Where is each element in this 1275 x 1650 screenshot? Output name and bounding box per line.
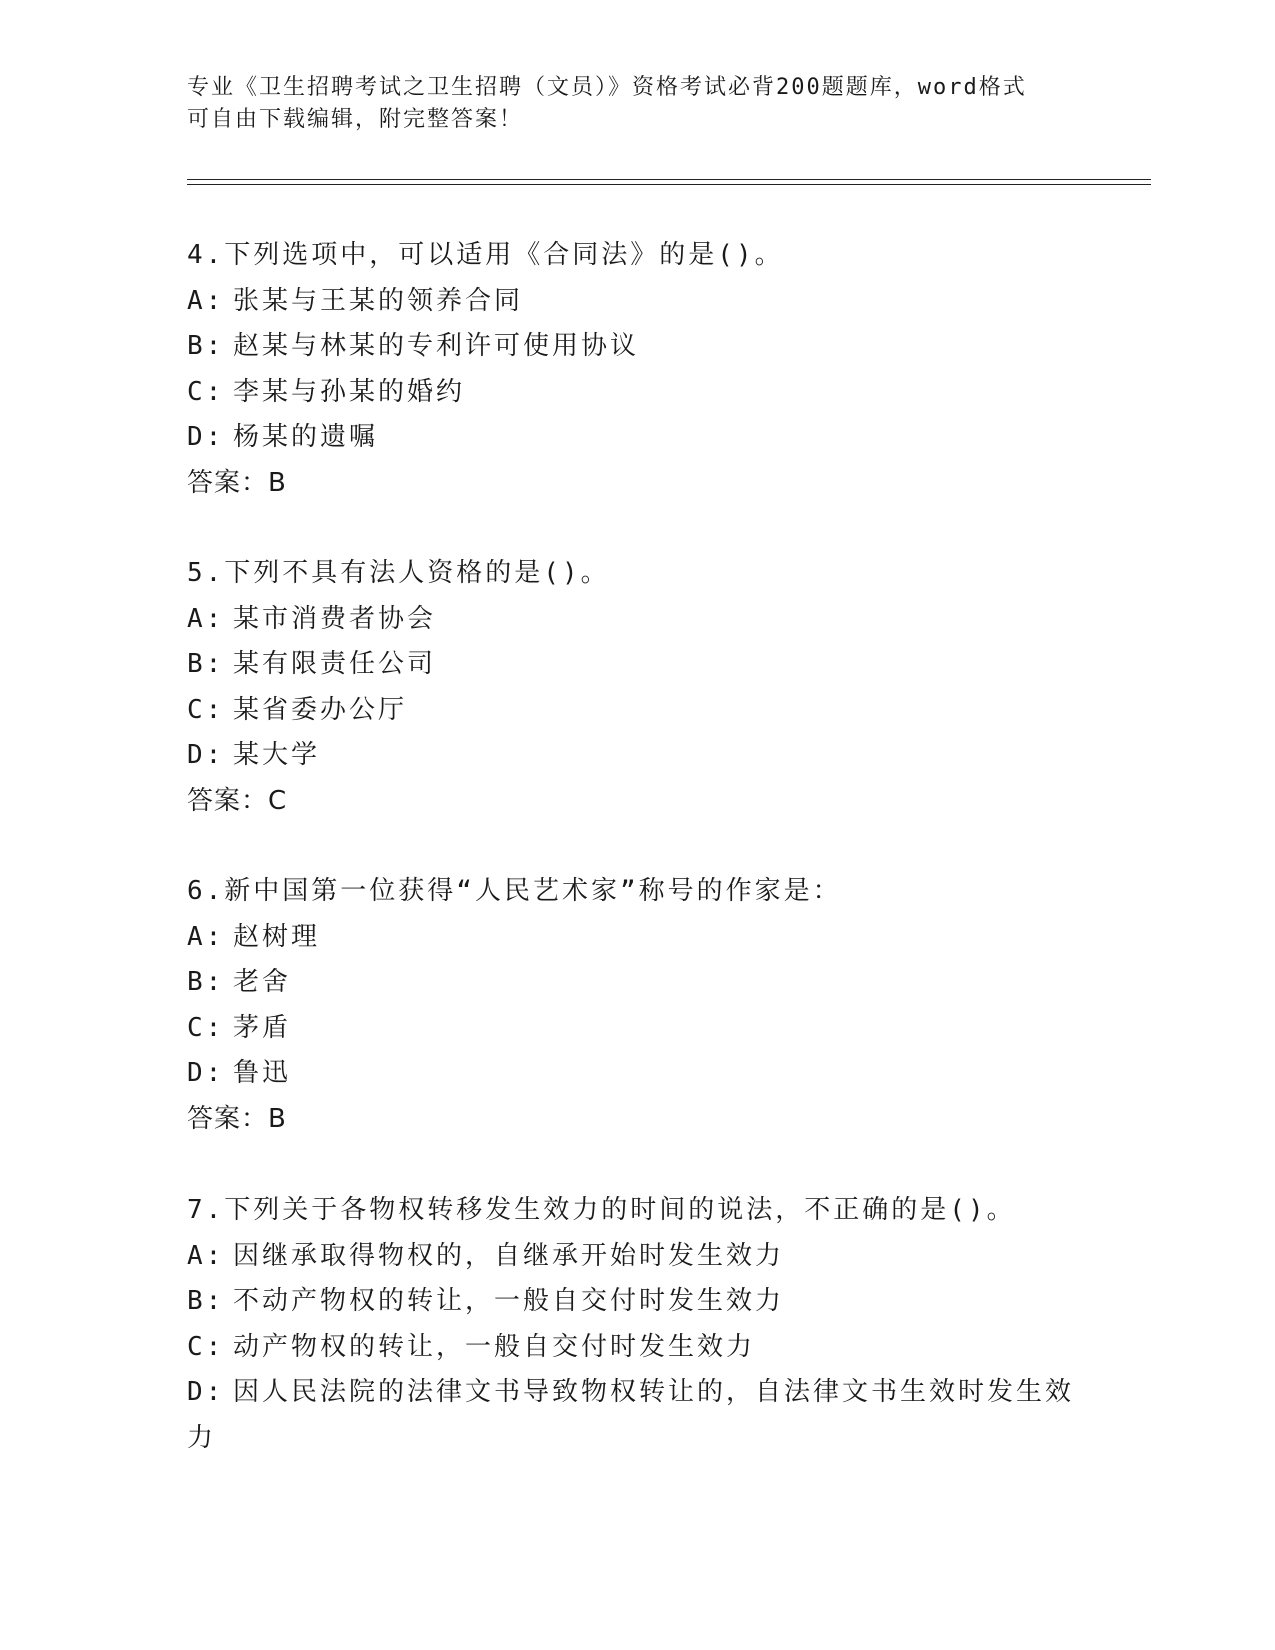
option-text: 动产物权的转让，一般自交付时发生效力 <box>233 1331 756 1362</box>
option-c <box>187 370 1087 416</box>
option-text: 赵某与林某的专利许可使用协议 <box>233 331 640 361</box>
option-d-continuation <box>187 1416 1087 1462</box>
option-text: 某市消费者协会 <box>233 603 437 634</box>
question-stem: 6.新中国第一位获得“人民艺术家”称号的作家是： <box>187 876 842 906</box>
question-4 <box>187 233 1087 506</box>
option-key: A: <box>187 1240 225 1271</box>
option-key: A: <box>187 285 225 316</box>
option-d <box>187 1370 1087 1416</box>
option-text: 张某与王某的领养合同 <box>233 285 524 316</box>
document-header <box>187 72 1087 136</box>
option-key: D: <box>187 1058 225 1088</box>
option-key: B: <box>187 649 225 679</box>
answer-label: 答案：C <box>187 785 288 816</box>
option-d <box>187 1051 1087 1097</box>
option-text: 赵树理 <box>233 921 321 952</box>
option-text: 力 <box>187 1422 217 1453</box>
header-title-line-2: 可自由下载编辑，附完整答案！ <box>187 107 524 132</box>
option-a <box>187 1234 1087 1280</box>
option-key: C: <box>187 1331 225 1362</box>
option-d <box>187 733 1087 779</box>
question-6 <box>187 869 1087 1142</box>
option-key: D: <box>187 422 225 452</box>
option-text: 老舍 <box>233 967 292 997</box>
option-key: D: <box>187 1377 225 1407</box>
question-5 <box>187 551 1087 824</box>
option-text: 李某与孙某的婚约 <box>233 376 466 407</box>
answer-label: 答案：B <box>187 467 287 498</box>
option-key: C: <box>187 694 225 725</box>
option-d <box>187 415 1087 461</box>
option-text: 某省委办公厅 <box>233 694 408 725</box>
option-c <box>187 688 1087 734</box>
option-text: 某大学 <box>233 740 321 770</box>
option-b <box>187 642 1087 688</box>
question-stem: 5.下列不具有法人资格的是()。 <box>187 558 610 588</box>
header-divider-top <box>187 179 1151 180</box>
question-stem: 7.下列关于各物权转移发生效力的时间的说法，不正确的是()。 <box>187 1195 1016 1225</box>
option-key: B: <box>187 331 225 361</box>
option-text: 某有限责任公司 <box>233 649 437 679</box>
option-b <box>187 960 1087 1006</box>
question-7 <box>187 1188 1087 1461</box>
option-text: 不动产物权的转让，一般自交付时发生效力 <box>233 1286 785 1316</box>
option-b <box>187 324 1087 370</box>
option-b <box>187 1279 1087 1325</box>
option-c <box>187 1325 1087 1371</box>
option-text: 因人民法院的法律文书导致物权转让的，自法律文书生效时发生效 <box>233 1377 1075 1407</box>
option-key: A: <box>187 603 225 634</box>
option-text: 因继承取得物权的，自继承开始时发生效力 <box>233 1240 785 1271</box>
option-text: 鲁迅 <box>233 1058 292 1088</box>
option-key: D: <box>187 740 225 770</box>
question-stem: 4.下列选项中，可以适用《合同法》的是()。 <box>187 240 784 270</box>
option-text: 杨某的遗嘱 <box>233 422 379 452</box>
option-a <box>187 915 1087 961</box>
header-divider-bottom <box>187 184 1151 185</box>
option-c <box>187 1006 1087 1052</box>
option-a <box>187 597 1087 643</box>
option-key: B: <box>187 1286 225 1316</box>
header-title-line-1: 专业《卫生招聘考试之卫生招聘（文员）》资格考试必背200题题库，word格式 <box>187 75 1027 100</box>
option-key: C: <box>187 1012 225 1043</box>
option-a <box>187 279 1087 325</box>
answer-label: 答案：B <box>187 1103 287 1134</box>
option-key: C: <box>187 376 225 407</box>
option-key: A: <box>187 921 225 952</box>
option-text: 茅盾 <box>233 1012 292 1043</box>
option-key: B: <box>187 967 225 997</box>
